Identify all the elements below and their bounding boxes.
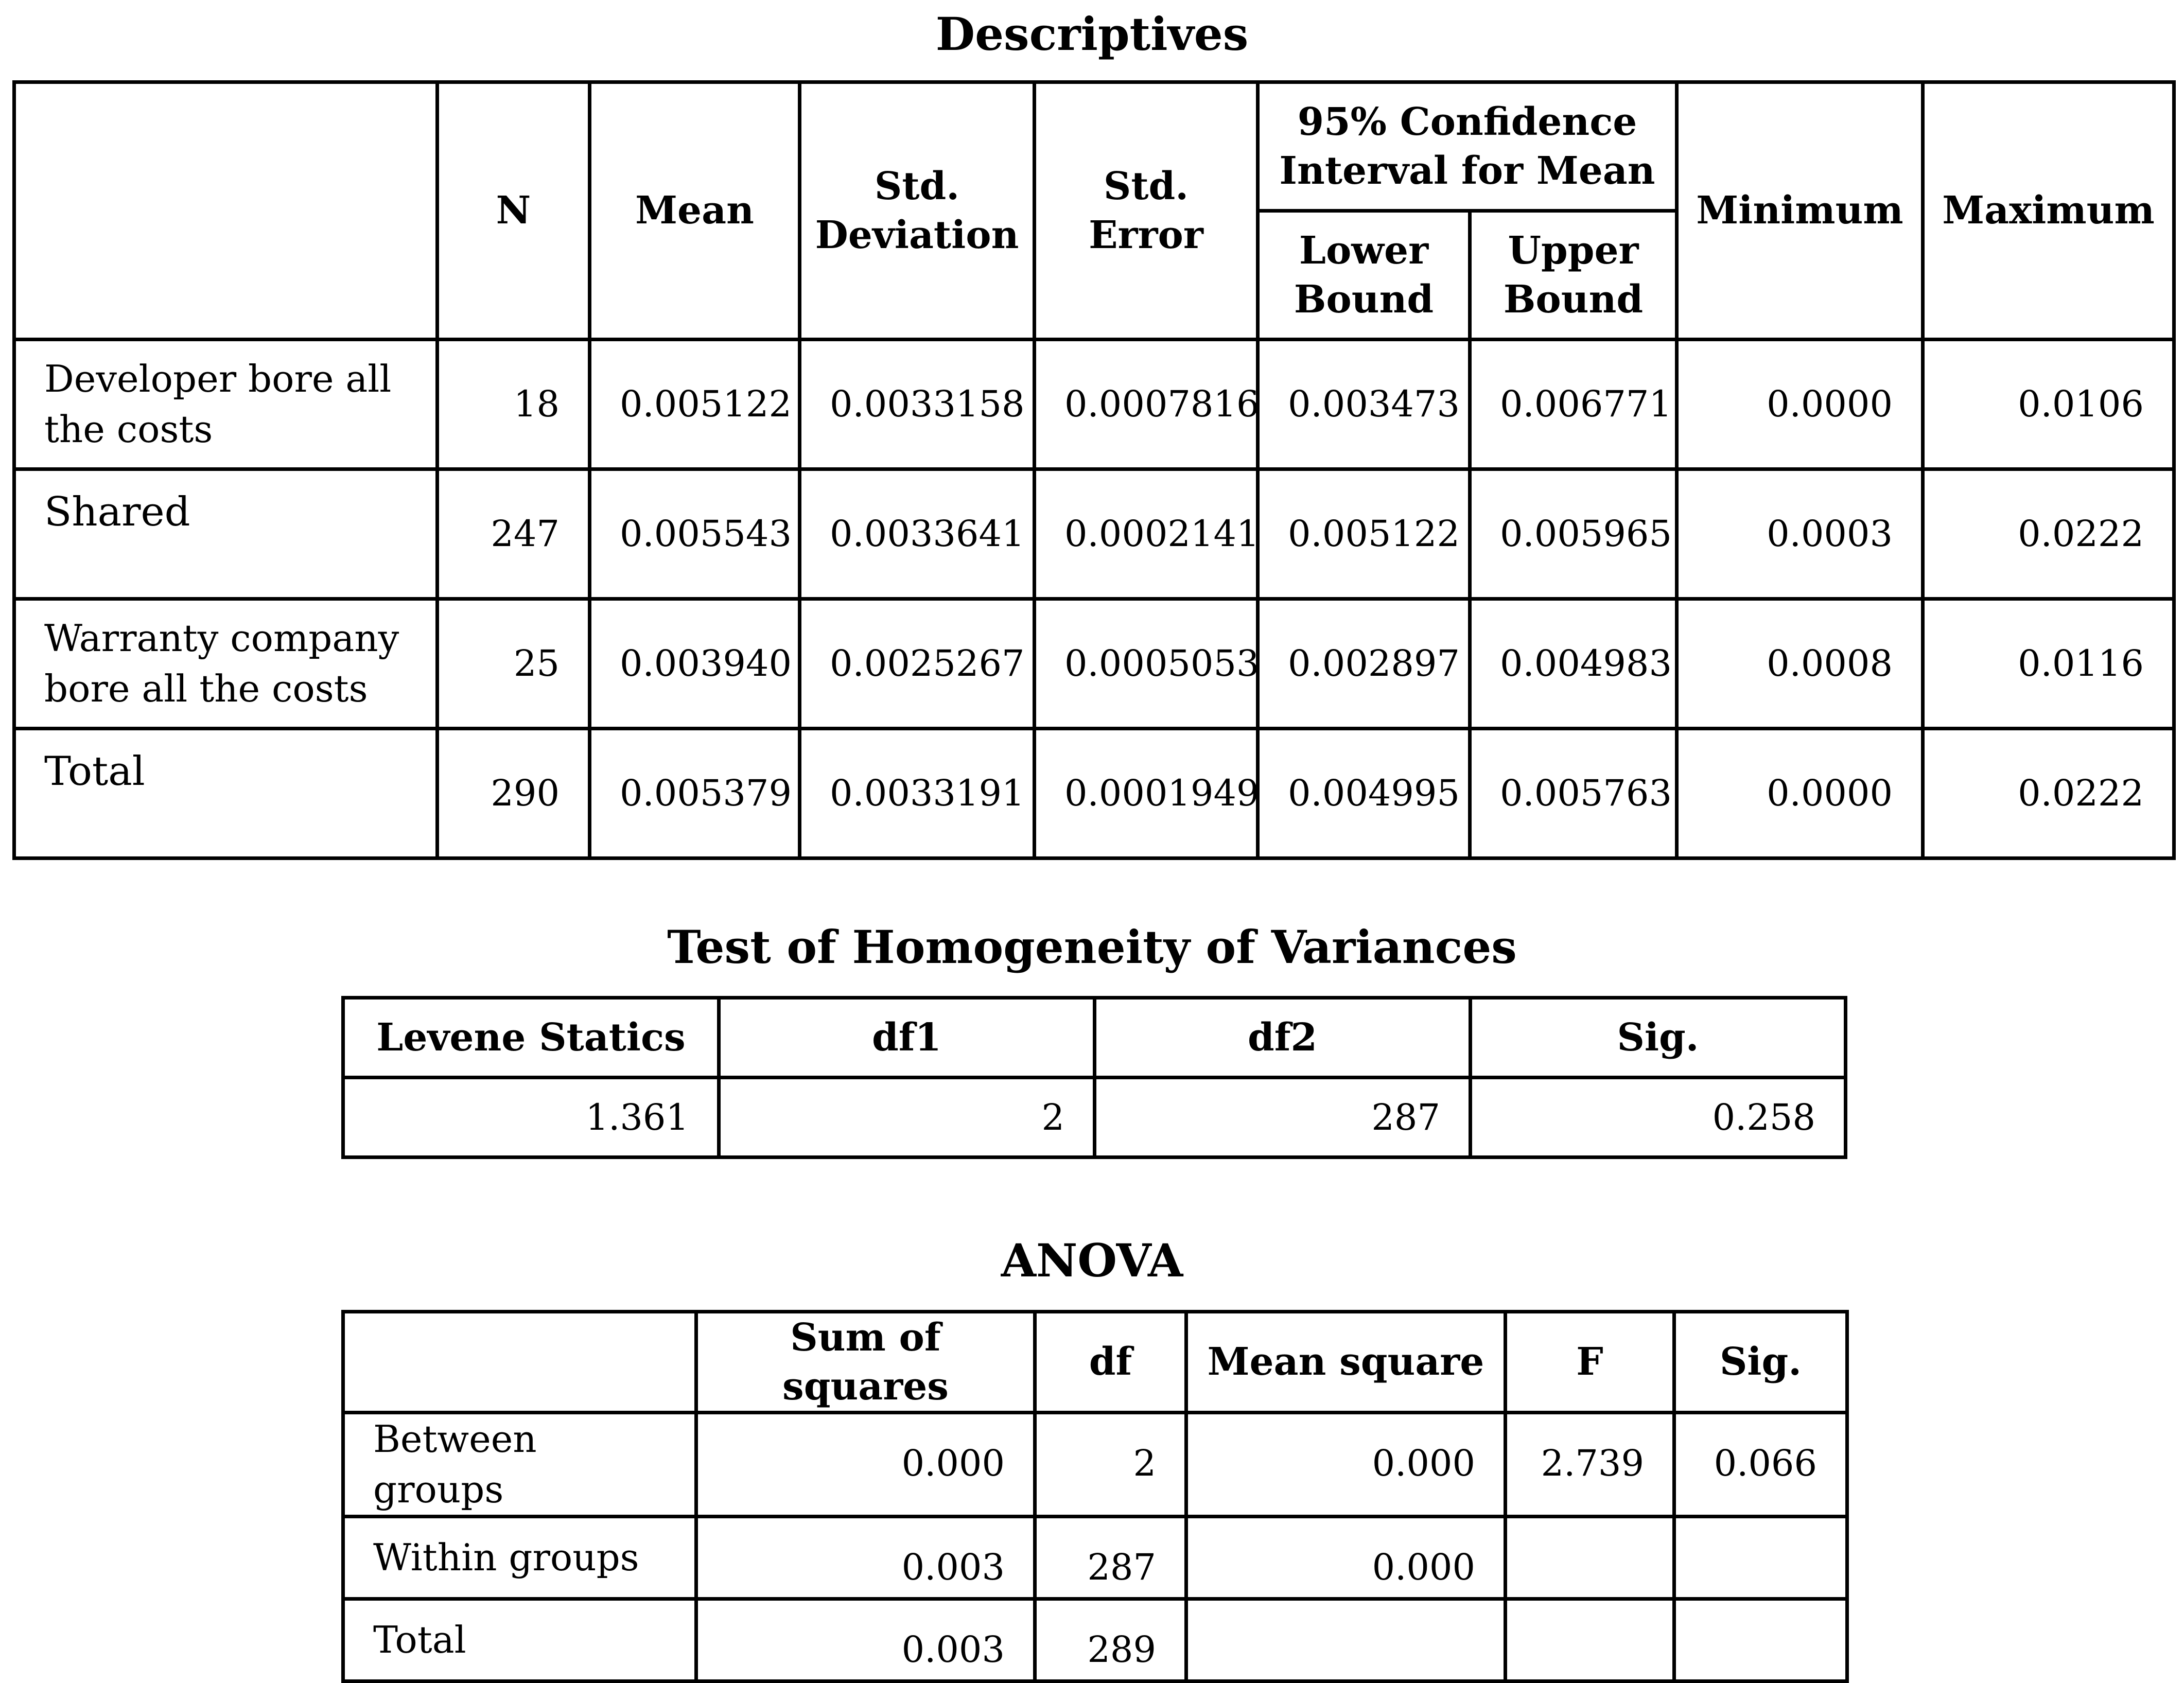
cell-minimum: 0.0003 bbox=[1677, 469, 1923, 599]
header-f: F bbox=[1506, 1312, 1674, 1413]
table-row bbox=[14, 599, 2174, 729]
header-empty bbox=[14, 82, 438, 340]
cell-n: 18 bbox=[438, 340, 590, 469]
cell-sum-of-squares: 0.003 bbox=[696, 1516, 1035, 1599]
descriptives-table bbox=[12, 80, 2176, 860]
cell-upper-bound: 0.005763 bbox=[1470, 729, 1677, 858]
cell-minimum: 0.0000 bbox=[1677, 340, 1923, 469]
cell-df: 287 bbox=[1035, 1516, 1186, 1599]
cell-f bbox=[1506, 1516, 1674, 1599]
cell-mean: 0.003940 bbox=[590, 599, 800, 729]
cell-mean: 0.005122 bbox=[590, 340, 800, 469]
header-sig: Sig. bbox=[1674, 1312, 1847, 1413]
row-label: Warranty company bore all the costs bbox=[14, 599, 438, 729]
cell-sum-of-squares: 0.000 bbox=[696, 1413, 1035, 1516]
cell-mean-square bbox=[1186, 1599, 1506, 1681]
cell-std-error: 0.0001949 bbox=[1035, 729, 1258, 858]
cell-f: 2.739 bbox=[1506, 1413, 1674, 1516]
cell-upper-bound: 0.006771 bbox=[1470, 340, 1677, 469]
header-levene: Levene Statics bbox=[343, 998, 719, 1078]
header-empty bbox=[343, 1312, 696, 1413]
cell-std-deviation: 0.0033641 bbox=[800, 469, 1035, 599]
cell-upper-bound: 0.005965 bbox=[1470, 469, 1677, 599]
table-row bbox=[14, 729, 2174, 858]
cell-minimum: 0.0000 bbox=[1677, 729, 1923, 858]
cell-upper-bound: 0.004983 bbox=[1470, 599, 1677, 729]
table-row bbox=[14, 340, 2174, 469]
cell-std-error: 0.0007816 bbox=[1035, 340, 1258, 469]
anova-title: ANOVA bbox=[1001, 1234, 1183, 1287]
header-n: N bbox=[438, 82, 590, 340]
homogeneity-table bbox=[341, 996, 1847, 1159]
table-row bbox=[343, 1599, 1847, 1681]
cell-df: 289 bbox=[1035, 1599, 1186, 1681]
header-lower-bound: Lower Bound bbox=[1258, 211, 1470, 340]
cell-df1: 2 bbox=[719, 1078, 1095, 1158]
cell-lower-bound: 0.005122 bbox=[1258, 469, 1470, 599]
row-label: Total bbox=[14, 729, 438, 858]
cell-n: 290 bbox=[438, 729, 590, 858]
anova-table bbox=[341, 1310, 1849, 1683]
row-label: Developer bore all the costs bbox=[14, 340, 438, 469]
cell-lower-bound: 0.004995 bbox=[1258, 729, 1470, 858]
row-label: Shared bbox=[14, 469, 438, 599]
row-label: Within groups bbox=[343, 1516, 696, 1599]
cell-maximum: 0.0116 bbox=[1923, 599, 2174, 729]
header-df: df bbox=[1035, 1312, 1186, 1413]
header-upper-bound: Upper Bound bbox=[1470, 211, 1677, 340]
cell-maximum: 0.0222 bbox=[1923, 469, 2174, 599]
descriptives-title: Descriptives bbox=[935, 7, 1249, 61]
cell-std-error: 0.0005053 bbox=[1035, 599, 1258, 729]
cell-mean-square: 0.000 bbox=[1186, 1516, 1506, 1599]
table-row bbox=[14, 469, 2174, 599]
cell-n: 25 bbox=[438, 599, 590, 729]
table-row bbox=[343, 1413, 1847, 1516]
header-std-deviation: Std. Deviation bbox=[800, 82, 1035, 340]
header-sig: Sig. bbox=[1471, 998, 1846, 1078]
cell-std-error: 0.0002141 bbox=[1035, 469, 1258, 599]
row-label: Total bbox=[343, 1599, 696, 1681]
cell-sum-of-squares: 0.003 bbox=[696, 1599, 1035, 1681]
header-mean-square: Mean square bbox=[1186, 1312, 1506, 1413]
table-row bbox=[343, 1516, 1847, 1599]
header-minimum: Minimum bbox=[1677, 82, 1923, 340]
cell-mean: 0.005379 bbox=[590, 729, 800, 858]
cell-df: 2 bbox=[1035, 1413, 1186, 1516]
cell-mean-square: 0.000 bbox=[1186, 1413, 1506, 1516]
cell-sig: 0.258 bbox=[1471, 1078, 1846, 1158]
header-sum-of-squares: Sum of squares bbox=[696, 1312, 1035, 1413]
cell-std-deviation: 0.0033158 bbox=[800, 340, 1035, 469]
cell-sig bbox=[1674, 1516, 1847, 1599]
cell-std-deviation: 0.0033191 bbox=[800, 729, 1035, 858]
cell-f bbox=[1506, 1599, 1674, 1681]
header-maximum: Maximum bbox=[1923, 82, 2174, 340]
cell-maximum: 0.0106 bbox=[1923, 340, 2174, 469]
cell-df2: 287 bbox=[1095, 1078, 1471, 1158]
cell-sig bbox=[1674, 1599, 1847, 1681]
table-row bbox=[343, 1078, 1846, 1158]
cell-n: 247 bbox=[438, 469, 590, 599]
cell-minimum: 0.0008 bbox=[1677, 599, 1923, 729]
cell-levene: 1.361 bbox=[343, 1078, 719, 1158]
cell-maximum: 0.0222 bbox=[1923, 729, 2174, 858]
cell-sig: 0.066 bbox=[1674, 1413, 1847, 1516]
header-std-error: Std. Error bbox=[1035, 82, 1258, 340]
cell-lower-bound: 0.003473 bbox=[1258, 340, 1470, 469]
row-label: Between groups bbox=[343, 1413, 696, 1516]
header-df2: df2 bbox=[1095, 998, 1471, 1078]
cell-lower-bound: 0.002897 bbox=[1258, 599, 1470, 729]
cell-mean: 0.005543 bbox=[590, 469, 800, 599]
homogeneity-title: Test of Homogeneity of Variances bbox=[667, 920, 1517, 974]
header-confidence-interval: 95% Confidence Interval for Mean bbox=[1258, 82, 1677, 211]
header-df1: df1 bbox=[719, 998, 1095, 1078]
header-mean: Mean bbox=[590, 82, 800, 340]
cell-std-deviation: 0.0025267 bbox=[800, 599, 1035, 729]
